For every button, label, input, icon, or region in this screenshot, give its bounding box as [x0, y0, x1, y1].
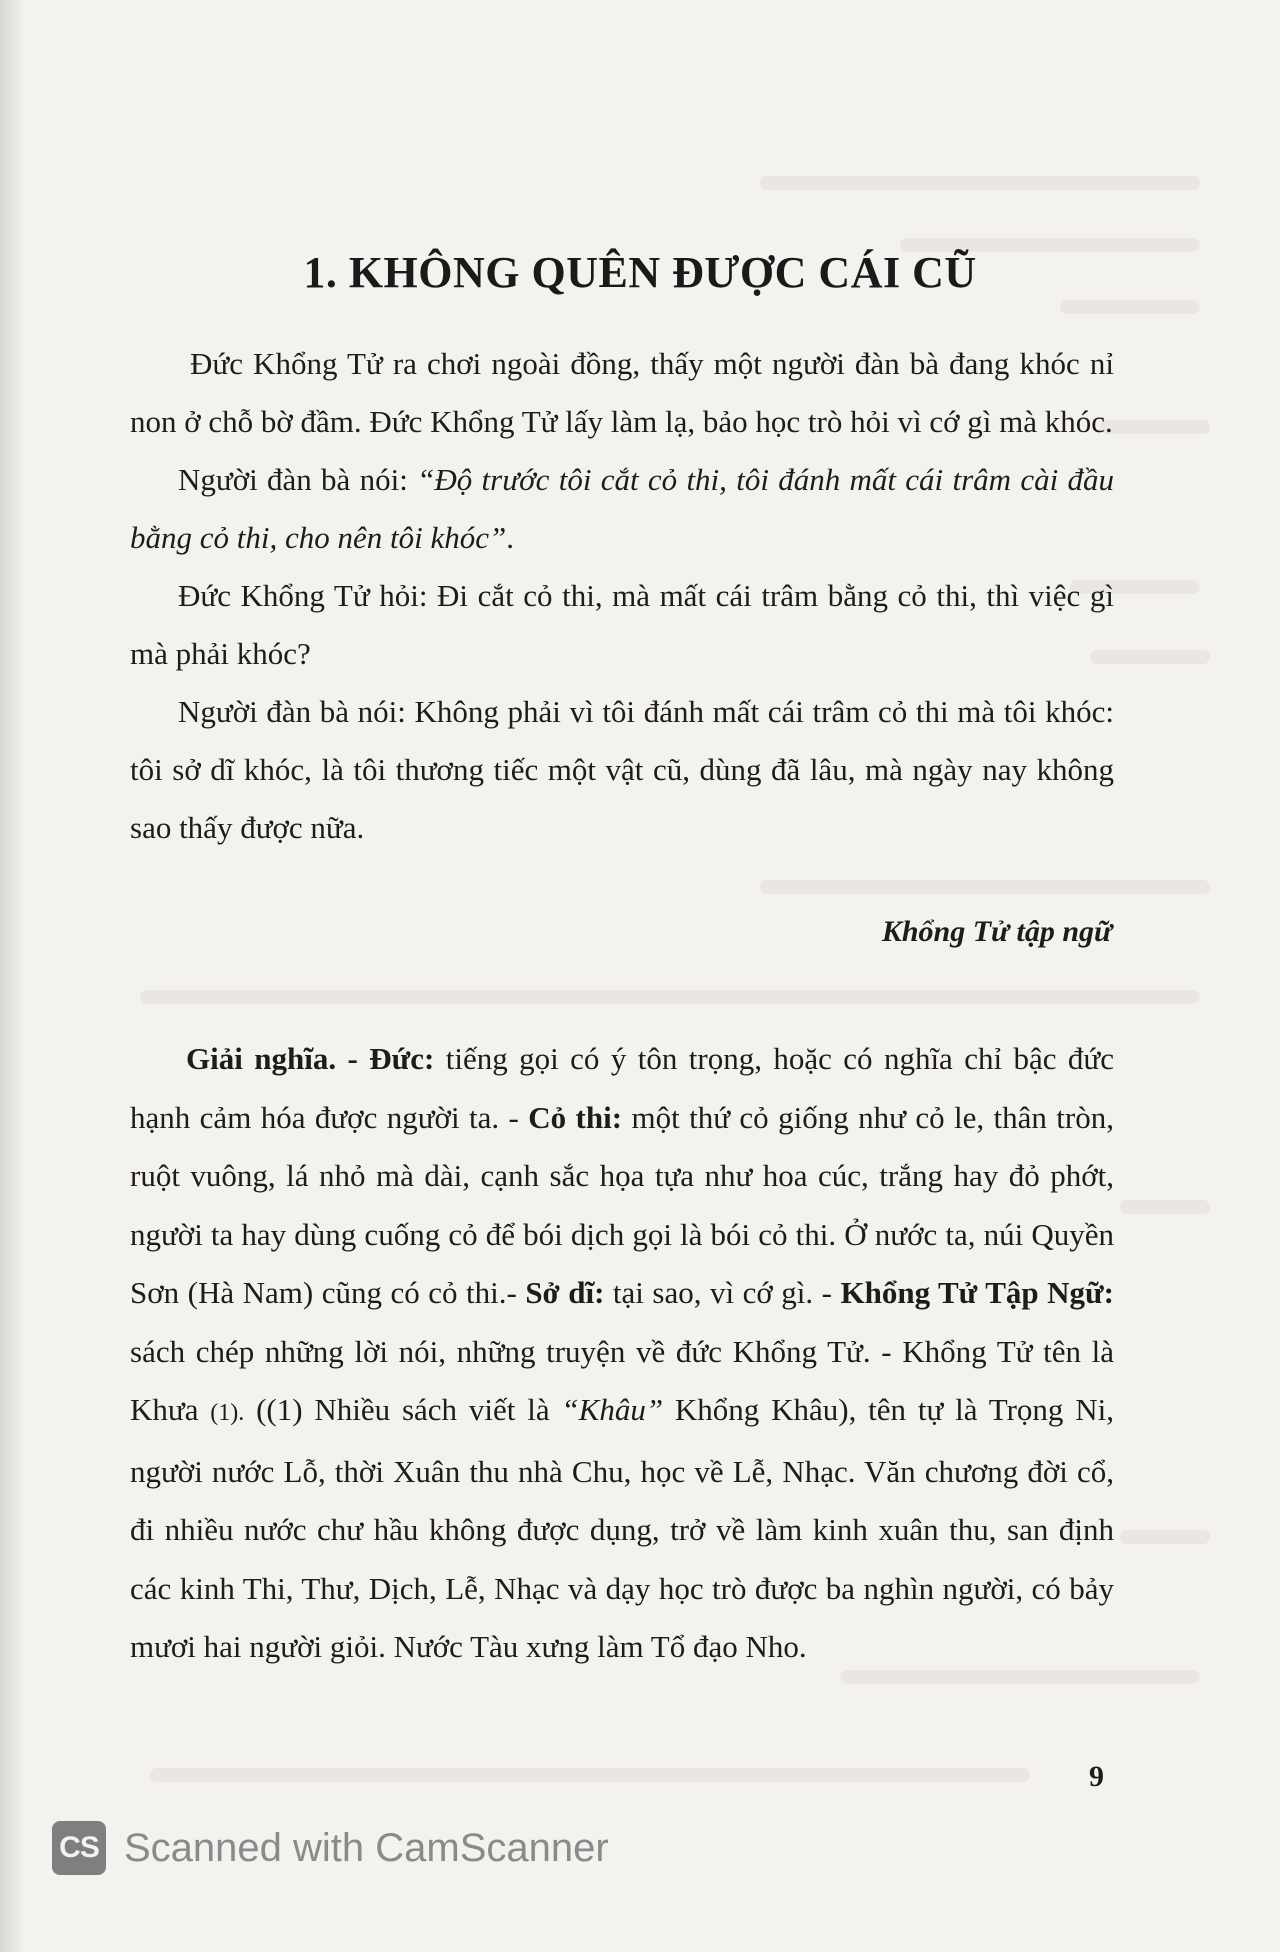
story-text — [130, 335, 1114, 857]
glossary-section — [130, 1030, 1114, 1677]
camscanner-watermark — [52, 1818, 609, 1878]
footnote-reference: (1). — [210, 1400, 245, 1426]
glossary-term-so-di: Sở dĩ: — [525, 1275, 605, 1310]
camscanner-logo-icon: CS — [52, 1821, 106, 1875]
glossary-heading: Giải nghĩa. — [186, 1041, 337, 1076]
story-source: Khổng Tử tập ngữ — [881, 915, 1112, 948]
story-paragraph-3: Đức Khổng Tử hỏi: Đi cắt cỏ thi, mà mất cái trâm bằng cỏ thi, thì việc gì mà phải khóc? — [130, 578, 1114, 671]
glossary-def-tap-ngu: sách chép những lời nói, những truyện về đức Khổng Tử. - Khổng Tử tên là Khưa — [130, 1333, 1114, 1427]
glossary-term-co-thi: Cỏ thi: — [528, 1099, 623, 1135]
camscanner-label: Scanned with CamScanner — [124, 1825, 609, 1870]
glossary-def-duc: tiếng gọi có ý tôn trọng, hoặc có nghĩa chỉ bậc đức hạnh cảm hóa được người ta. - — [130, 1041, 1114, 1135]
story-paragraph-2-lead: Người đàn bà nói: — [178, 462, 418, 497]
story-quote: “Độ trước tôi cắt cỏ thi, tôi đánh mất cái trâm cài đầu bằng cỏ thi, cho nên tôi khóc” — [130, 462, 1114, 555]
story-paragraph-1: Đức Khổng Tử ra chơi ngoài đồng, thấy một người đàn bà đang khóc nỉ non ở chỗ bờ đầm. Đức Khổng Tử lấy làm lạ, bảo học trò hỏi vì cớ gì mà khóc. — [130, 346, 1114, 439]
story-paragraph-2-end: . — [506, 520, 514, 555]
footnote-quote: “Khâu” — [561, 1392, 664, 1427]
glossary-term-tap-ngu: Khổng Tử Tập Ngữ: — [840, 1275, 1114, 1310]
story-paragraph-4: Người đàn bà nói: Không phải vì tôi đánh mất cái trâm cỏ thi mà tôi khóc: tôi sở dĩ khóc, là tôi thương tiếc một vật cũ, dùng đã lâu, mà ngày nay không sao thấy được nữa. — [130, 694, 1114, 845]
story-paragraph-2 — [130, 451, 1114, 567]
glossary-def-biography: Khổng Khâu), tên tự là Trọng Ni, người nước Lỗ, thời Xuân thu nhà Chu, học về Lễ, Nhạc. Văn chương đời cổ, đi nhiều nước chư hầu không được dụng, trở về làm kinh xuân thu, san định các kinh Thi, Thư, Dịch, Lễ, Nhạc và dạy học trò được ba nghìn người, có bảy mươi hai người giỏi. Nước Tàu xưng làm Tổ đạo Nho. — [130, 1392, 1114, 1664]
glossary-term-duc: Đức: — [369, 1041, 435, 1076]
footnote-lead: ((1) Nhiều sách viết là — [244, 1392, 562, 1427]
glossary-paragraph — [130, 1030, 1114, 1677]
glossary-separator: - — [336, 1041, 370, 1076]
glossary-def-co-thi: một thứ cỏ giống như cỏ le, thân tròn, ruột vuông, lá nhỏ mà dài, cạnh sắc họa tựa như hoa cúc, trắng hay đỏ phớt, người ta hay dùng cuống cỏ để bói dịch gọi là bói cỏ thi. Ở nước ta, núi Quyền Sơn (Hà Nam) cũng có cỏ thi.- — [130, 1099, 1114, 1310]
chapter-title: 1. KHÔNG QUÊN ĐƯỢC CÁI CŨ — [303, 248, 977, 298]
glossary-def-so-di: tại sao, vì cớ gì. - — [604, 1275, 841, 1310]
page-number: 9 — [1089, 1760, 1104, 1793]
